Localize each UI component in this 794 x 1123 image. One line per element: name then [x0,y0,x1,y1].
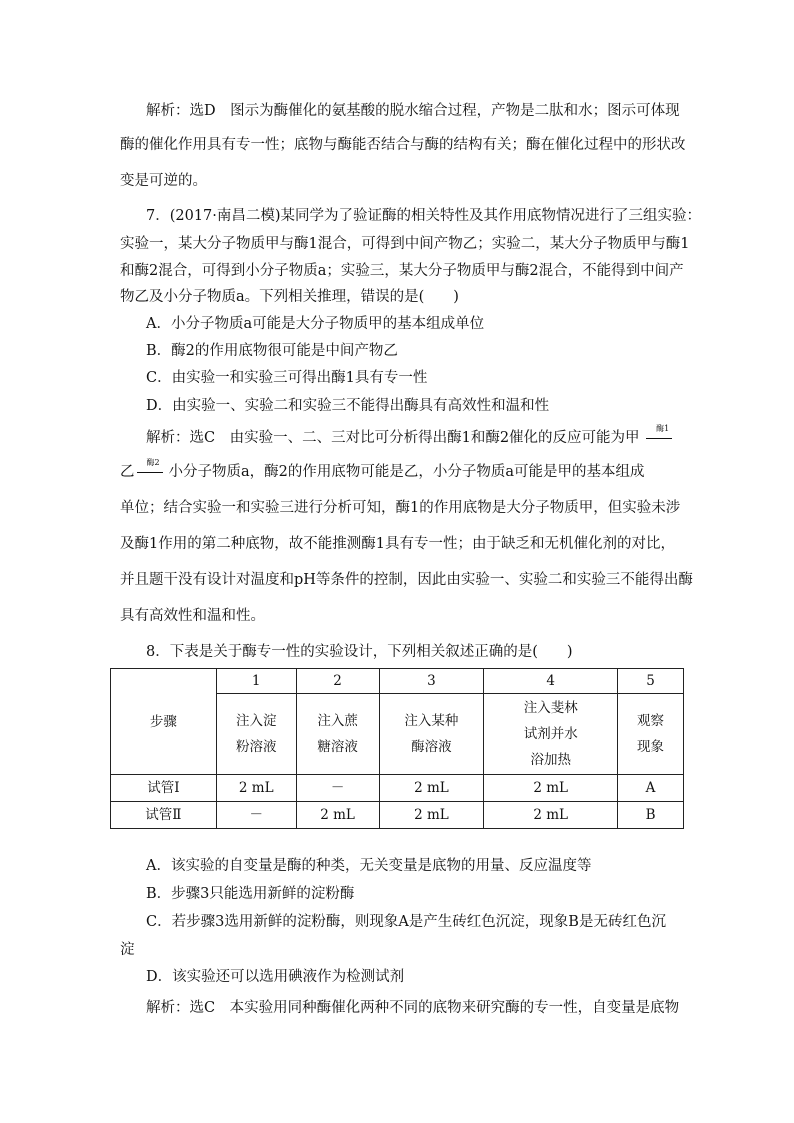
question-7-option-d: D．由实验一、实验二和实验三不能得出酶具有高效性和温和性 [146,398,550,414]
answer-7-line-5: 并且题干没有设计对温度和pH等条件的控制，因此由实验一、实验二和实验三不能得出酶 [120,572,693,588]
question-7-line-1: 7．(2017·南昌二模)某同学为了验证酶的相关特性及其作用底物情况进行了三组实验： [146,208,702,224]
row-label: 试管Ⅰ [111,775,217,802]
reaction-arrow-icon [137,458,167,478]
question-8-option-a: A．该实验的自变量是酶的种类，无关变量是底物的用量、反应温度等 [146,858,592,874]
step-number: 4 [484,669,618,694]
answer-7-line-6: 具有高效性和温和性。 [120,608,265,624]
step-description: 注入某种 酶溶液 [379,694,484,775]
answer-6-line-2: 酶的催化作用具有专一性；底物与酶能否结合与酶的结构有关；酶在催化过程中的形状改 [120,137,686,153]
product-yi: 乙 [120,464,135,480]
answer-7-line-2 [120,458,680,482]
reaction-arrow-icon [646,424,676,444]
table-cell: 2 mL [296,802,379,829]
step-description: 注入斐林 试剂并水 浴加热 [484,694,618,775]
answer-8-line-1: 解析：选C 本实验用同种酶催化两种不同的底物来研究酶的专一性，自变量是底物 [146,1000,680,1016]
experiment-table [110,668,684,829]
answer-7-line-4: 及酶1作用的第二种底物，故不能推测酶1具有专一性；由于缺乏和无机催化剂的对比， [120,536,675,552]
question-7-option-a: A．小分子物质a可能是大分子物质甲的基本组成单位 [146,316,485,332]
question-7-option-c: C．由实验一和实验三可得出酶1具有专一性 [146,370,428,386]
answer-7-line-1 [146,424,680,448]
table-cell: B [618,802,684,829]
step-number: 2 [296,669,379,694]
step-description: 注入淀 粉溶液 [216,694,296,775]
table-cell: － [296,775,379,802]
table-cell: 2 mL [484,775,618,802]
question-7-line-4: 物乙及小分子物质a。下列相关推理，错误的是( ) [120,289,459,305]
step-number: 1 [216,669,296,694]
answer-7-line-2-text: 小分子物质a，酶2的作用底物可能是乙，小分子物质a可能是甲的基本组成 [168,464,645,480]
step-description: 注入蔗 糖溶液 [296,694,379,775]
answer-7-line-3: 单位；结合实验一和实验三进行分析可知，酶1的作用底物是大分子物质甲，但实验未涉 [120,500,681,516]
answer-7-line-1-text: 解析：选C 由实验一、二、三对比可分析得出酶1和酶2催化的反应可能为甲 [146,430,640,446]
question-7-option-b: B．酶2的作用底物很可能是中间产物乙 [146,343,398,359]
answer-6-line-1: 解析：选D 图示为酶催化的氨基酸的脱水缩合过程，产物是二肽和水；图示可体现 [146,103,680,119]
question-8-option-b: B．步骤3只能选用新鲜的淀粉酶 [146,886,355,902]
question-8-option-c: C．若步骤3选用新鲜的淀粉酶，则现象A是产生砖红色沉淀，现象B是无砖红色沉 [146,914,666,930]
table-cell: 2 mL [379,802,484,829]
step-label: 步骤 [149,713,177,730]
arrow-label-enzyme-2: 酶2 [146,458,160,467]
arrow-label-enzyme-1: 酶1 [656,424,670,433]
question-7-line-2: 实验一，某大分子物质甲与酶1混合，可得到中间产物乙；实验二，某大分子物质甲与酶1 [120,236,690,252]
table-cell: 2 mL [379,775,484,802]
row-label: 试管Ⅱ [111,802,217,829]
step-label-cell [111,669,217,775]
table-cell: A [618,775,684,802]
question-8-stem: 8．下表是关于酶专一性的实验设计，下列相关叙述正确的是( ) [146,644,573,660]
question-8-option-d: D．该实验还可以选用碘液作为检测试剂 [146,969,405,985]
answer-6-line-3: 变是可逆的。 [120,173,207,189]
table-cell: 2 mL [484,802,618,829]
step-description: 观察 现象 [618,694,684,775]
question-8-option-c-cont: 淀 [120,942,135,958]
table-cell: － [216,802,296,829]
step-number: 5 [618,669,684,694]
step-number: 3 [379,669,484,694]
table-cell: 2 mL [216,775,296,802]
question-7-line-3: 和酶2混合，可得到小分子物质a；实验三，某大分子物质甲与酶2混合，不能得到中间产 [120,263,684,279]
